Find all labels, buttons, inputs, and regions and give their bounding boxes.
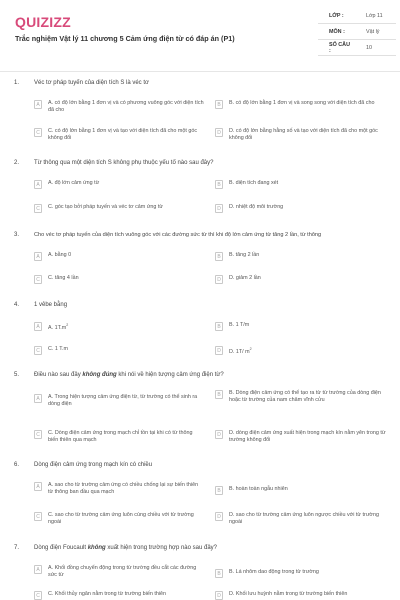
question-text-part: khi nói về hiện tượng cảm ứng điện từ? (116, 372, 224, 378)
option-b[interactable] (215, 100, 387, 109)
option-text: C. có độ lớn bằng 1 đơn vị và tạo với diện tích đã cho một góc không đổi (48, 128, 198, 141)
option-a[interactable] (34, 252, 204, 261)
option-a[interactable] (34, 394, 204, 408)
option-letter-box: B (215, 569, 223, 578)
question-text-emphasis: không đúng (82, 372, 117, 378)
meta-row-count (318, 40, 396, 56)
option-letter-box: A (34, 100, 42, 109)
question-text (34, 372, 224, 378)
question-text-part: Dòng điện Foucault (34, 545, 88, 551)
meta-label: SỐ CÂU : (329, 41, 350, 54)
option-b[interactable] (215, 322, 387, 331)
question-text: 1 vêbe bằng (34, 302, 68, 308)
question-number: 6. (14, 462, 20, 468)
option-b[interactable] (215, 486, 387, 495)
option-letter-box: B (215, 390, 223, 399)
option-d[interactable] (215, 275, 387, 284)
option-text (223, 346, 252, 356)
option-c[interactable] (34, 128, 204, 142)
option-text: A. có độ lớn bằng 1 đơn vị và có phương vuông góc với diện tích đã cho (48, 100, 204, 113)
option-text: D. nhiệt độ môi trường (229, 204, 284, 210)
option-letter-box: D (215, 591, 223, 600)
option-text: B. Lá nhôm dao động trong từ trường (229, 569, 319, 575)
option-text: B. hoàn toàn ngẫu nhiên (229, 486, 288, 492)
option-d[interactable] (215, 430, 387, 444)
option-letter-box: A (34, 252, 42, 261)
option-a[interactable] (34, 565, 204, 579)
question-text-emphasis: không (87, 545, 106, 551)
meta-value: Vật lý (366, 28, 380, 35)
exponent: 2 (66, 323, 69, 327)
option-text (42, 322, 68, 332)
question-number: 7. (14, 545, 20, 551)
meta-label: MÔN : (329, 28, 345, 35)
option-text: A. sao cho từ trường cảm ứng có chiều chống lại sự biến thiên từ thông ban đầu qua mạch (48, 482, 199, 495)
option-c[interactable] (34, 512, 204, 526)
option-text-main: A. 1T.m (48, 324, 67, 331)
option-letter-box: C (34, 591, 42, 600)
option-letter-box: D (215, 128, 223, 137)
option-text: D. Khối lưu huỳnh nằm trong từ trường biến thiên (229, 591, 348, 597)
option-letter-box: C (34, 346, 42, 355)
option-text: C. 1 T.m (48, 346, 68, 352)
option-letter-box: D (215, 204, 223, 213)
option-b[interactable] (215, 180, 387, 189)
option-letter-box: A (34, 180, 42, 189)
option-d[interactable] (215, 512, 387, 526)
page-title: Trắc nghiệm Vật lý 11 chương 5 Cảm ứng điện từ có đáp án (P1) (15, 34, 235, 43)
option-text: C. tăng 4 lần (48, 275, 79, 281)
option-letter-box: C (34, 512, 42, 521)
option-letter-box: A (34, 565, 42, 574)
option-text: D. dòng điện cảm ứng xuất hiện trong mạch kín nằm yên trong từ trường không đổi (229, 430, 386, 443)
option-letter-box: D (215, 512, 223, 521)
option-letter-box: D (215, 275, 223, 284)
option-letter-box: C (34, 204, 42, 213)
option-letter-box: A (34, 322, 42, 331)
option-letter-box: A (34, 482, 42, 491)
option-a[interactable] (34, 100, 204, 114)
option-text: C. góc tạo bởi pháp tuyến và véc tơ cảm ứng từ (48, 204, 163, 210)
option-letter-box: C (34, 128, 42, 137)
option-letter-box: A (34, 394, 42, 403)
option-letter-box: B (215, 180, 223, 189)
option-letter-box: B (215, 252, 223, 261)
meta-value: Lớp 11 (366, 12, 383, 19)
option-d[interactable] (215, 346, 387, 356)
option-text: B. 1 T/m (229, 322, 250, 328)
question-number: 4. (14, 302, 20, 308)
option-letter-box: B (215, 486, 223, 495)
question-text: Từ thông qua một diện tích S không phụ thuộc yếu tố nào sau đây? (34, 160, 214, 166)
option-letter-box: D (215, 346, 223, 355)
option-text: D. giảm 2 lần (229, 275, 261, 281)
option-a[interactable] (34, 180, 204, 189)
option-c[interactable] (34, 591, 204, 600)
meta-row-subject (318, 24, 396, 40)
exponent: 2 (249, 347, 252, 351)
option-letter-box: C (34, 430, 42, 439)
meta-label: LỚP : (329, 12, 344, 19)
option-text: B. Dòng điện cảm ứng có thể tạo ra từ từ trường của dòng điện hoặc từ trường của nam châm vĩnh cửu (229, 390, 381, 403)
option-b[interactable] (215, 252, 387, 261)
question-text: Dòng điện cảm ứng trong mạch kín có chiều (34, 462, 153, 468)
option-text: B. diện tích đang xét (229, 180, 279, 186)
option-text: A. Trong hiện tượng cảm ứng điện từ, từ trường có thể sinh ra dòng điện (48, 394, 198, 407)
option-c[interactable] (34, 275, 204, 284)
option-text: C. sao cho từ trường cảm ứng luôn cùng chiều với từ trường ngoài (48, 512, 194, 525)
option-text: A. Khối đồng chuyển động trong từ trường đều cắt các đường sức từ (48, 565, 197, 578)
quizizz-logo[interactable]: QUIZIZZ (15, 14, 71, 30)
meta-row-class (318, 8, 396, 24)
option-d[interactable] (215, 204, 387, 213)
question-text-part: xuất hiện trong trường hợp nào sau đây? (105, 545, 217, 551)
option-text: D. có độ lớn bằng hằng số và tạo với diện tích đã cho một góc không đổi (229, 128, 378, 141)
option-text: D. sao cho từ trường cảm ứng luôn ngược chiều với từ trường ngoài (229, 512, 379, 525)
option-letter-box: C (34, 275, 42, 284)
option-text-main: D. 1T/ m (229, 348, 250, 355)
option-letter-box: B (215, 100, 223, 109)
question-number: 5. (14, 372, 20, 378)
option-letter-box: B (215, 322, 223, 331)
question-text: Véc tơ pháp tuyến của diện tích S là véc tơ (34, 80, 149, 86)
option-text: C. Dòng điện cảm ứng trong mạch chỉ tồn tại khi có từ thông biến thiên qua mạch (48, 430, 193, 443)
option-text: B. có độ lớn bằng 1 đơn vị và song song với diện tích đã cho (229, 100, 375, 106)
option-text: A. độ lớn cảm ứng từ (48, 180, 100, 186)
option-c[interactable] (34, 346, 204, 355)
option-text: C. Khối thủy ngân nằm trong từ trường biến thiên (48, 591, 167, 597)
question-text: Cho véc tơ pháp tuyến của diện tích vuông góc với các đường sức từ thì khi độ lớn cảm ứng từ tăng 2 lần, từ thông (34, 232, 322, 238)
option-letter-box: D (215, 430, 223, 439)
question-text (34, 545, 217, 551)
option-d[interactable] (215, 591, 387, 600)
option-c[interactable] (34, 430, 204, 444)
option-a[interactable] (34, 322, 204, 332)
option-d[interactable] (215, 128, 387, 142)
meta-panel (318, 8, 396, 56)
question-number: 1. (14, 80, 20, 86)
question-number: 3. (14, 232, 20, 238)
meta-value: 10 (366, 44, 372, 51)
option-a[interactable] (34, 482, 204, 496)
option-b[interactable] (215, 569, 387, 578)
option-text: A. bằng 0 (48, 252, 72, 258)
option-c[interactable] (34, 204, 204, 213)
option-text: B. tăng 2 lần (229, 252, 260, 258)
question-text-part: Điều nào sau đây (34, 372, 83, 378)
question-number: 2. (14, 160, 20, 166)
page-header (0, 0, 400, 72)
option-b[interactable] (215, 390, 387, 404)
